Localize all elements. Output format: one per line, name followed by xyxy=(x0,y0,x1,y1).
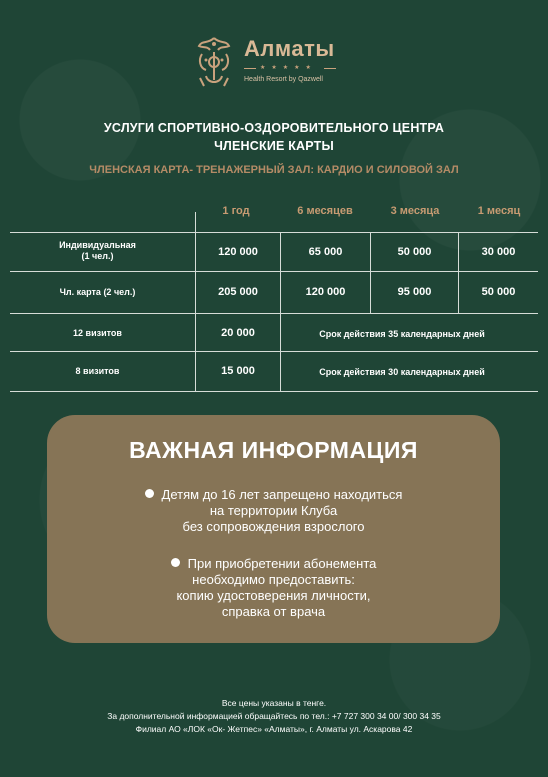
info-text: Детям до 16 лет запрещено находиться xyxy=(161,487,403,502)
footer-prices-note: Все цены указаны в тенге. xyxy=(221,698,327,708)
column-header-6-months: 6 месяцев xyxy=(297,205,353,217)
row-label-12-visits: 12 визитов xyxy=(73,328,122,338)
grid-line xyxy=(10,391,538,392)
validity-note: Срок действия 30 календарных дней xyxy=(319,367,485,377)
brand-logo xyxy=(194,34,354,90)
price-cell: 15 000 xyxy=(221,365,255,377)
important-info-box xyxy=(47,415,500,643)
grid-line xyxy=(280,313,281,391)
info-line: необходимо предоставить: xyxy=(192,572,355,587)
brand-subtitle: Health Resort by Qazwell xyxy=(244,76,323,83)
grid-line xyxy=(370,232,371,313)
grid-line xyxy=(458,232,459,313)
price-cell: 50 000 xyxy=(481,286,516,298)
price-cell: 30 000 xyxy=(481,246,516,258)
grid-line xyxy=(10,351,538,352)
page-title-line2: ЧЛЕНСКИЕ КАРТЫ xyxy=(214,139,334,153)
bullet-icon xyxy=(145,489,154,498)
footer-address: Филиал АО «ЛОК «Ок- Жетпес» «Алматы», г. Алматы ул. Аскарова 42 xyxy=(135,724,413,734)
brand-name: Алматы xyxy=(244,36,335,61)
row-label-text: Индивидуальная xyxy=(59,240,136,250)
info-line: без сопровождения взрослого xyxy=(182,519,365,534)
price-cell: 95 000 xyxy=(397,286,432,298)
column-header-1-month: 1 месяц xyxy=(477,205,521,217)
column-header-1-year: 1 год xyxy=(222,205,250,217)
price-cell: 120 000 xyxy=(218,246,258,258)
price-cell: 65 000 xyxy=(308,246,343,258)
page-title: УСЛУГИ СПОРТИВНО-ОЗДОРОВИТЕЛЬНОГО ЦЕНТРА xyxy=(103,121,445,135)
brand-stars: ★★★★★ xyxy=(260,65,317,71)
info-title: ВАЖНАЯ ИНФОРМАЦИЯ xyxy=(129,437,418,463)
validity-note: Срок действия 35 календарных дней xyxy=(319,329,485,339)
info-line: на территории Клуба xyxy=(209,503,338,518)
price-cell: 120 000 xyxy=(305,286,346,298)
bullet-icon xyxy=(171,558,180,567)
row-label-subtext: (1 чел.) xyxy=(81,251,114,261)
info-line: справка от врача xyxy=(221,604,326,619)
info-item-documents xyxy=(47,556,500,620)
footer-contact: За дополнительной информацией обращайтесь по тел.: +7 727 300 34 00/ 300 34 35 xyxy=(107,711,441,721)
price-cell: 205 000 xyxy=(218,286,258,298)
grid-line xyxy=(195,212,196,232)
row-label-individual xyxy=(10,240,185,262)
section-subtitle: ЧЛЕНСКАЯ КАРТА- ТРЕНАЖЕРНЫЙ ЗАЛ: КАРДИО И СИЛОВОЙ ЗАЛ xyxy=(89,164,459,176)
info-line xyxy=(47,556,500,572)
info-line: копию удостоверения личности, xyxy=(176,588,371,603)
grid-line xyxy=(10,313,538,314)
ornament-logo-icon xyxy=(194,34,234,90)
row-label-8-visits: 8 визитов xyxy=(75,366,120,376)
row-label-couple-card: Чл. карта (2 чел.) xyxy=(59,287,136,297)
price-cell: 20 000 xyxy=(221,327,255,339)
grid-line xyxy=(280,232,281,313)
logo-divider-right xyxy=(324,68,336,69)
column-header-3-months: 3 месяца xyxy=(390,205,440,217)
info-item-children xyxy=(47,487,500,535)
logo-divider-left xyxy=(244,68,256,69)
info-text: При приобретении абонемента xyxy=(187,556,377,571)
price-cell: 50 000 xyxy=(397,246,432,258)
info-line xyxy=(47,487,500,503)
